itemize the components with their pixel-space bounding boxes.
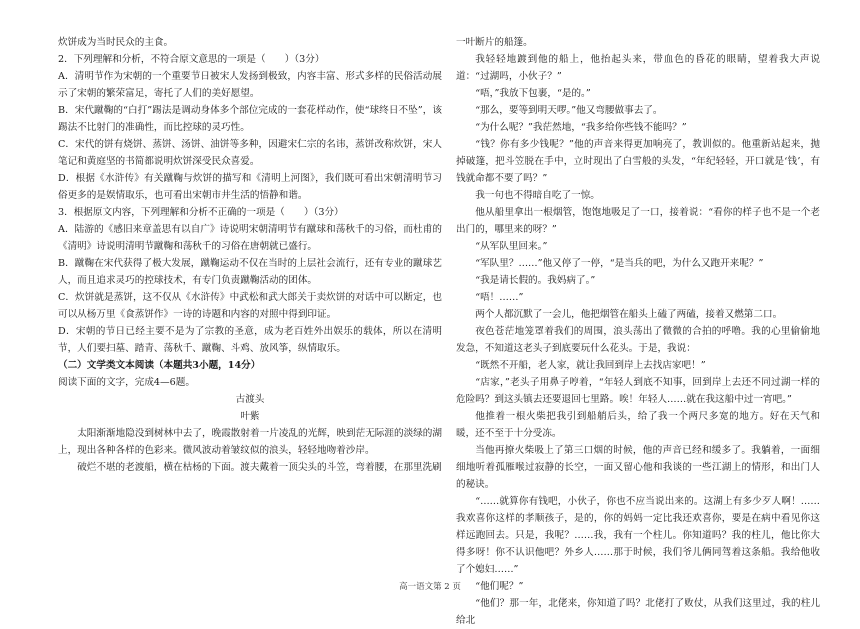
paragraph: “他们？那一年，北佬来，你知道了吗？北佬打了败仗，从我们这里过，我的柱儿给北	[456, 598, 820, 626]
paragraph: 两个人都沉默了一会儿，他把烟管在船头上磕了两磕，接着又燃第二口。	[475, 309, 783, 320]
page-footer: 高一语文第 2 页	[399, 582, 461, 592]
paragraph: 夜色苍茫地笼罩着我们的周围，浪头荡出了微微的合拍的呼噜。我的心里偷偷地发急，不知道这老头子到底要玩什么花头。于是，我说：	[456, 326, 820, 354]
right-column	[456, 34, 820, 629]
paragraph: C．炊饼就是蒸饼，这不仅从《水浒传》中武松和武大郎关于卖炊饼的对话中可以断定，也可以从杨万里《食蒸饼作》一诗的诗题和内容的对照中得到印证。	[58, 292, 442, 320]
paragraph: 太阳渐渐地隐没到树林中去了，晚霞散射着一片凌乱的光辉，映到茫无际涯的淡绿的湖上，现出各种各样的色彩来。微风波动着皱纹似的浪头，轻轻地吻着沙岸。	[58, 428, 442, 456]
paragraph: D．宋朝的节日已经主要不是为了宗教的圣意，成为老百姓外出娱乐的载体，所以在清明节，人们要扫墓、踏青、荡秋千、蹴鞠、斗鸡、放风筝，纵情取乐。	[58, 326, 442, 354]
paragraph: 他推着一根火柴把我引到船艄后头，给了我一个两尺多宽的地方。好在天气和暖，还不至于十分受冻。	[456, 411, 820, 439]
paragraph: A．陆游的《感旧来章盖思有以自广》诗说明宋朝清明节有蹴球和荡秋千的习俗，而杜甫的《清明》诗说明清明节蹴鞠和荡秋千的习俗在唐朝就已盛行。	[58, 224, 442, 252]
paragraph: “唔！……”	[475, 292, 524, 303]
paragraph: （二）文学类文本阅读（本题共3小题，14分）	[58, 360, 261, 371]
paragraph: 炊饼成为当时民众的主食。	[58, 37, 174, 48]
paragraph: 3．根据原文内容，下列理解和分析不正确的一项是（ ）（3分）	[58, 207, 344, 218]
paragraph: 破烂不堪的老渡船，横在枯杨的下面。渡夫戴着一顶尖头的斗笠，弯着腰，在那里洗刷	[77, 462, 442, 473]
paragraph: 我一句也不得暗自吃了一惊。	[475, 190, 600, 201]
paragraph: 古渡头	[235, 394, 265, 405]
paragraph: “既然不开船，老人家，就让我回到岸上去找店家吧！”	[475, 360, 706, 371]
paragraph: 他从船里拿出一根烟管，饱饱地吸足了一口，接着说：“看你的样子也不是一个老出门的，哪里来的呀？”	[456, 207, 820, 235]
paragraph: “我是请长假的。我妈病了。”	[475, 275, 596, 286]
paragraph: A．清明节作为宋朝的一个重要节日被宋人发扬到极致，内容丰富、形式多样的民俗活动展示了宋朝的繁荣富足，寄托了人们的美好愿望。	[58, 71, 442, 99]
paragraph: “钱？你有多少钱呢？”他的声音来得更加响亮了，教训似的。他重新站起来，抛掉破篷，把斗笠脱在手中，立时现出了白雪般的头发，“年纪轻轻，开口就是‘钱’，有钱就命都不要了吗？”	[456, 139, 820, 184]
paragraph: “为什么呢？”我茫然地，“我多给你些钱不能吗？”	[475, 122, 687, 133]
paragraph: 叶紫	[240, 411, 260, 422]
paragraph: “军队里？……”他又停了一停，“是当兵的吧，为什么又跑开来呢？”	[475, 258, 764, 269]
paragraph: “他们呢？”	[475, 581, 524, 592]
paragraph: 阅读下面的文字，完成4—6题。	[58, 377, 195, 388]
paragraph: “……就算你有钱吧，小伙子，你也不应当说出来的。这湖上有多少歹人啊！……我欢喜你这样的孝顺孩子，是的，你的妈妈一定比我还欢喜你，要是在病中看见你这样远跑回去。只是，我呢？……我，我有一个柱儿。你知道吗？我的柱儿，他比你大得多呀！你不认识他吧？外乡人……那于时候，我们爷儿俩同驾着这条船。我给他收了个媳妇……”	[456, 496, 820, 575]
paragraph: C．宋代的饼有烧饼、蒸饼、汤饼、油饼等多种，因避宋仁宗的名讳，蒸饼改称炊饼，宋人笔记和黄庭坚的书简都说明炊饼深受民众喜爱。	[58, 139, 442, 167]
left-column	[58, 34, 442, 476]
paragraph: 2．下列理解和分析，不符合原文意思的一项是（ ）（3分）	[58, 54, 325, 65]
paragraph: B．宋代蹴鞠的“白打”踢法是调动身体多个部位完成的一套花样动作，使“球终日不坠”，该踢法不比射门的准确性，而比控球的灵巧性。	[58, 105, 442, 133]
paragraph: “唔，”我放下包裹，“是的。”	[475, 88, 591, 99]
paragraph: 一叶断片的船篷。	[456, 37, 533, 48]
paragraph: B．蹴鞠在宋代获得了极大发展，蹴鞠运动不仅在当时的上层社会流行，还有专业的蹴球艺人，而且追求灵巧的控球技术，有专门负责蹴鞠活动的团体。	[58, 258, 442, 286]
paragraph: “那么，要等到明天啰。”他又弯腰做事去了。	[475, 105, 663, 116]
paragraph: D．根据《水浒传》有关蹴鞠与炊饼的描写和《清明上河图》，我们既可看出宋朝清明节习俗更多的是娱情取乐，也可看出宋朝市井生活的悟静和谐。	[58, 173, 442, 201]
paragraph: “从军队里回来。”	[475, 241, 548, 252]
paragraph: “店家，”老头子用鼻子哼着，“年轻人到底不知事，回到岸上去还不同过湖一样的危险吗？到这头镇去还要退回七里路。唉！年轻人……就在我这船中过一宵吧。”	[456, 377, 820, 405]
paragraph: 当他再撩火柴吸上了第三口烟的时候，他的声音已经和缓多了。我躺着，一面细细地听着孤雁喉过寂静的长空，一面又留心他和我谈的一些江湖上的情形，和出门人的秘诀。	[456, 445, 820, 490]
paragraph: 我轻轻地踱到他的船上，他抬起头来，带血色的昏花的眼睛，望着我大声说道：“过湖吗，小伙子？”	[456, 54, 820, 82]
